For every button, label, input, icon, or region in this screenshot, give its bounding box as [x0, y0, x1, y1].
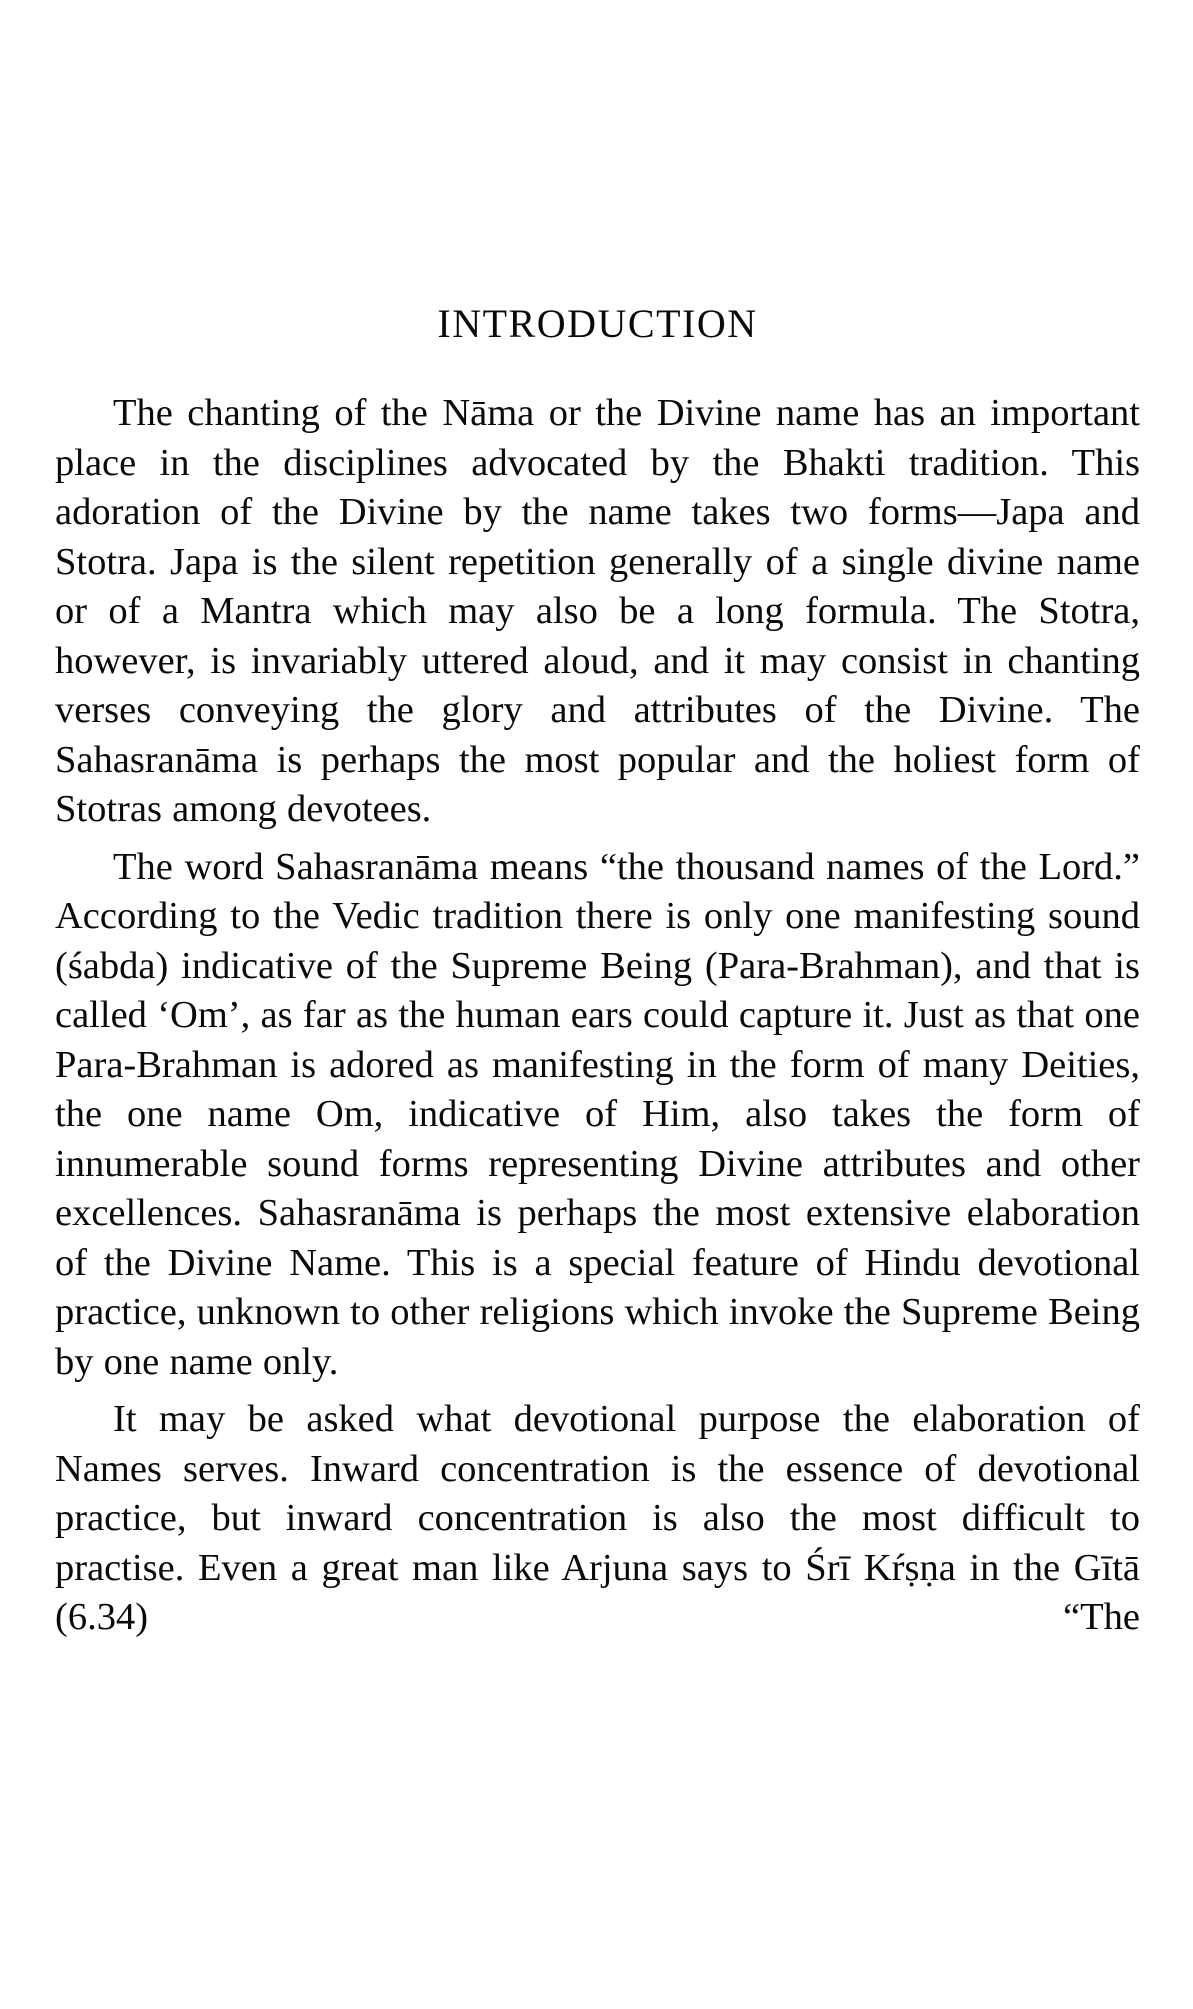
page-content	[55, 300, 1140, 1692]
paragraph-2: The word Sahasranāma means “the thousand names of the Lord.” According to the Vedic tradition there is only one manifesting sound (śabda) indicative of the Supreme Being (Para-Brahman), and that is called ‘Om’, as far as the human ears could capture it. Just as that one Para-Brahman is adored as manifesting in the form of many Deities, the one name Om, indicative of Him, also takes the form of innumerable sound forms representing Divine attributes and other excellences. Sahasranāma is perhaps the most extensive elaboration of the Divine Name. This is a special feature of Hindu devotional practice, unknown to other religions which invoke the Supreme Being by one name only.	[55, 845, 1140, 1383]
paragraph-3: It may be asked what devotional purpose the elaboration of Names serves. Inward concentration is the essence of devotional practice, but inward concentration is also the most difficult to practise. Even a great man like Arjuna says to Śrī Kŕṣṇa in the Gītā (6.34) “The	[55, 1398, 1140, 1638]
page-title: INTRODUCTION	[437, 301, 758, 346]
paragraph-1: The chanting of the Nāma or the Divine name has an important place in the disciplines advocated by the Bhakti tradition. This adoration of the Divine by the name takes two forms—Japa and Stotra. Japa is the silent repetition generally of a single divine name or of a Mantra which may also be a long formula. The Stotra, however, is invariably uttered aloud, and it may consist in chanting verses conveying the glory and attributes of the Divine. The Sahasranāma is perhaps the most popular and the holiest form of Stotras among devotees.	[55, 392, 1140, 830]
